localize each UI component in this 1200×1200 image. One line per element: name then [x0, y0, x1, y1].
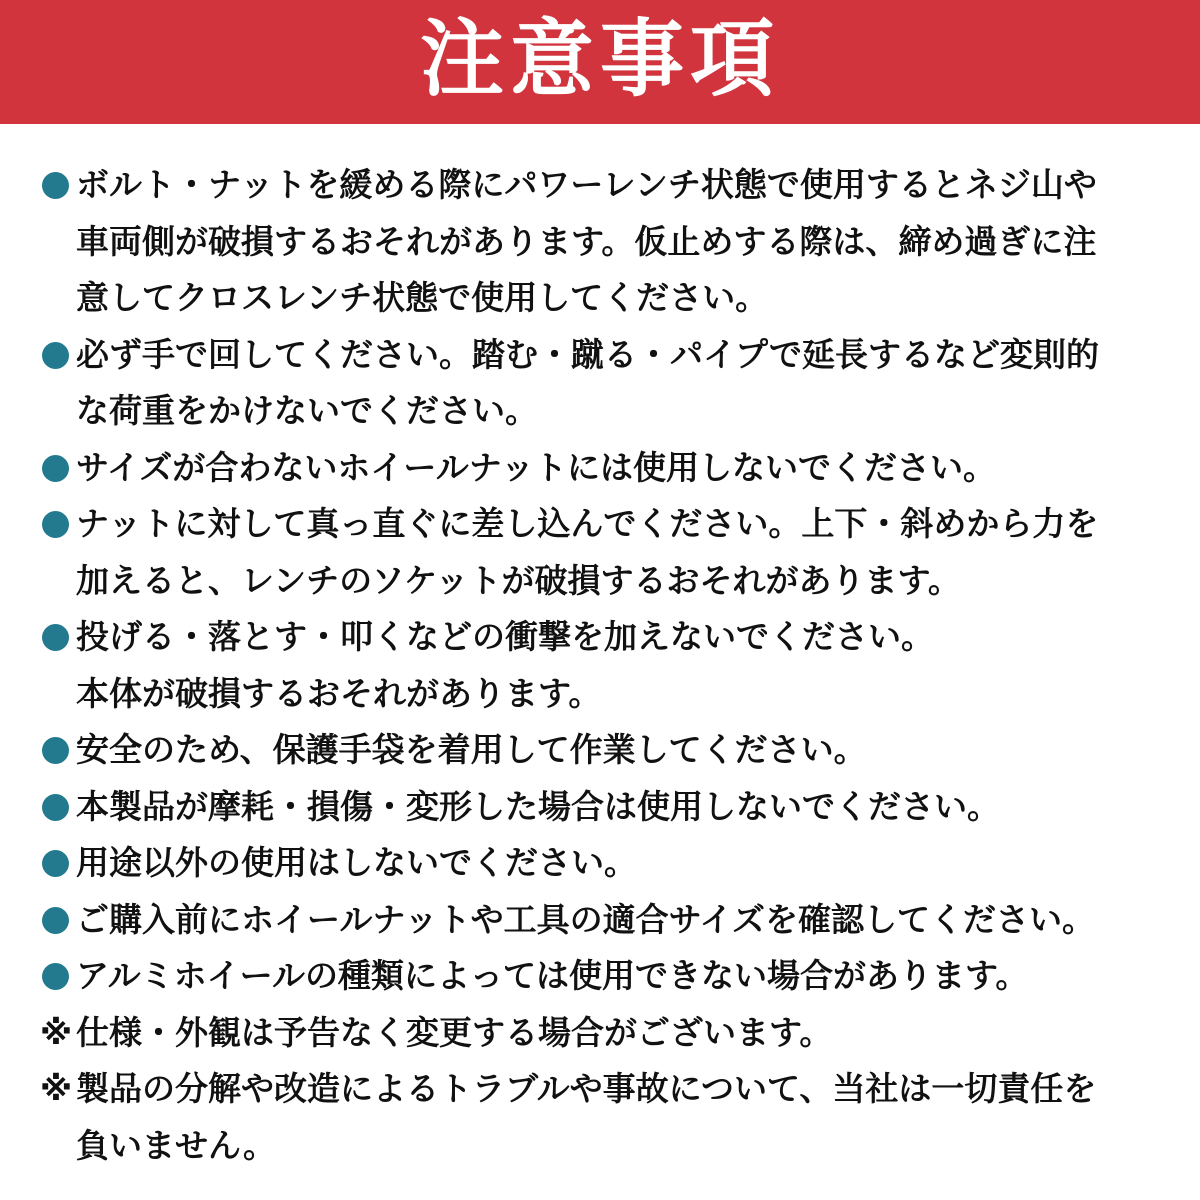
bullet-dot-icon — [42, 850, 69, 877]
note-item — [40, 440, 1170, 497]
note-item — [40, 779, 1170, 836]
note-line: 本体が破損するおそれがあります。 — [76, 673, 602, 713]
note-line: 仕様・外観は予告なく変更する場合がございます。 — [76, 1012, 833, 1052]
note-line: 意してクロスレンチ状態で使用してください。 — [76, 278, 769, 317]
bullet-dot-icon — [42, 342, 69, 369]
note-line: 製品の分解や改造によるトラブルや事故について、当社は一切責任を — [76, 1069, 1097, 1108]
note-line: 必ず手で回してください。踏む・蹴る・パイプで延長するなど変則的 — [76, 334, 1099, 374]
page-title: 注意事項 — [419, 10, 780, 108]
reference-mark: ※ — [40, 1069, 73, 1108]
note-item — [40, 722, 1170, 779]
bullet-dot-icon — [42, 907, 69, 934]
note-line: 車両側が破損するおそれがあります。仮止めする際は、締め過ぎに注 — [76, 221, 1097, 261]
bullet-dot-icon — [42, 737, 69, 764]
reference-mark: ※ — [40, 1012, 73, 1052]
note-item — [40, 1005, 1170, 1062]
bullet-dot-icon — [42, 963, 69, 990]
bullet-dot-icon — [42, 794, 69, 821]
note-line: 安全のため、保護手袋を着用して作業してください。 — [76, 730, 867, 769]
note-line: ボルト・ナットを緩める際にパワーレンチ状態で使用するとネジ山や — [76, 165, 1097, 204]
note-line: 負いません。 — [76, 1125, 276, 1165]
note-line: 投げる・落とす・叩くなどの衝撃を加えないでください。 — [76, 617, 934, 656]
note-line: ご購入前にホイールナットや工具の適合サイズを確認してください。 — [76, 899, 1096, 939]
note-item — [40, 496, 1170, 609]
note-line: な荷重をかけないでください。 — [76, 391, 538, 430]
notes-list — [40, 157, 1170, 1174]
note-item — [40, 892, 1170, 949]
note-item — [40, 609, 1170, 722]
bullet-dot-icon — [42, 624, 69, 651]
note-line: サイズが合わないホイールナットには使用しないでください。 — [76, 447, 997, 487]
note-line: ナットに対して真っ直ぐに差し込んでください。上下・斜めから力を — [76, 504, 1099, 543]
note-line: アルミホイールの種類によっては使用できない場合があります。 — [76, 956, 1029, 995]
bullet-dot-icon — [42, 172, 69, 199]
note-item — [40, 835, 1170, 892]
note-line: 用途以外の使用はしないでください。 — [76, 843, 637, 882]
note-item — [40, 1061, 1170, 1174]
bullet-dot-icon — [42, 511, 69, 538]
bullet-dot-icon — [42, 455, 69, 482]
note-item — [40, 327, 1170, 440]
note-item — [40, 157, 1170, 327]
note-line: 本製品が摩耗・損傷・変形した場合は使用しないでください。 — [76, 786, 1000, 826]
note-item — [40, 948, 1170, 1005]
header-banner — [0, 0, 1200, 124]
note-line: 加えると、レンチのソケットが破損するおそれがあります。 — [76, 560, 961, 600]
